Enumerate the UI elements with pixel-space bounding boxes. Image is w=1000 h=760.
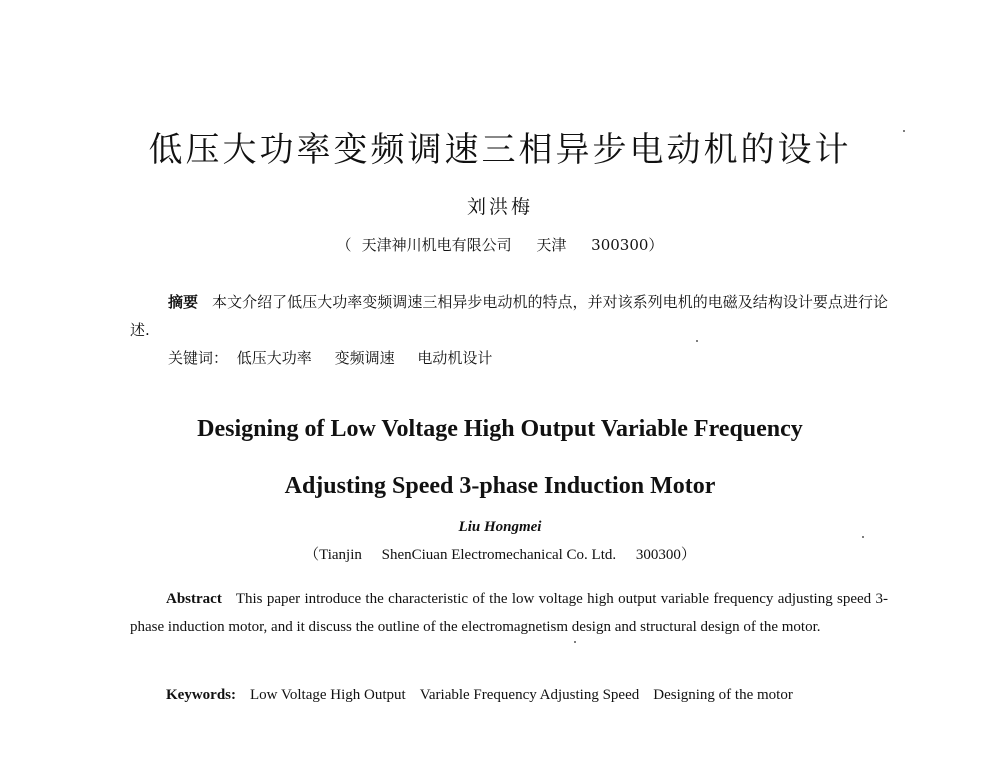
english-abstract	[130, 585, 888, 641]
chinese-keywords	[168, 347, 510, 368]
english-keyword: Low Voltage High Output	[250, 687, 406, 703]
affiliation-close: ）	[648, 236, 664, 254]
chinese-affiliation	[0, 234, 1000, 255]
affiliation-postcode: 300300	[591, 236, 649, 254]
english-affiliation-company: ShenCiuan Electromechanical Co. Ltd.	[381, 547, 617, 563]
english-author: Liu Hongmei	[458, 519, 542, 535]
english-keyword: Variable Frequency Adjusting Speed	[419, 687, 640, 703]
chinese-keyword: 变频调速	[334, 349, 395, 367]
english-affiliation-city: （Tianjin	[304, 547, 362, 563]
english-affiliation-postcode: 300300）	[635, 547, 696, 563]
english-keyword: Designing of the motor	[653, 687, 793, 703]
english-abstract-label: Abstract	[166, 591, 222, 607]
english-abstract-text: This paper introduce the characteristic of the low voltage high output variable frequency adjusting speed 3-phase induction motor, and it discuss the outline of the electromagnetism design and structural design of the motor.	[130, 591, 888, 635]
chinese-abstract-label: 摘要	[168, 293, 199, 311]
affiliation-company: 天津神川机电有限公司	[361, 236, 512, 254]
chinese-title: 低压大功率变频调速三相异步电动机的设计	[148, 130, 852, 170]
chinese-keyword: 电动机设计	[417, 349, 493, 367]
english-keywords-label: Keywords:	[166, 687, 236, 703]
chinese-keyword: 低压大功率	[236, 349, 312, 367]
affiliation-open: （	[336, 236, 352, 254]
chinese-abstract-text: 本文介绍了低压大功率变频调速三相异步电动机的特点，并对该系列电机的电磁及结构设计要点进行论述.	[130, 293, 888, 339]
english-keywords	[130, 681, 888, 709]
chinese-abstract	[130, 288, 888, 344]
scan-speck	[574, 641, 576, 643]
scan-speck	[862, 536, 864, 538]
scan-speck	[696, 340, 698, 342]
english-affiliation	[0, 543, 1000, 564]
english-title-line-1: Designing of Low Voltage High Output Variable Frequency	[197, 416, 803, 442]
affiliation-city: 天津	[536, 236, 567, 254]
english-title-line-2: Adjusting Speed 3-phase Induction Motor	[284, 473, 716, 499]
chinese-keywords-label: 关键词：	[168, 349, 229, 367]
scan-speck	[903, 130, 905, 132]
chinese-author: 刘洪梅	[466, 196, 533, 218]
